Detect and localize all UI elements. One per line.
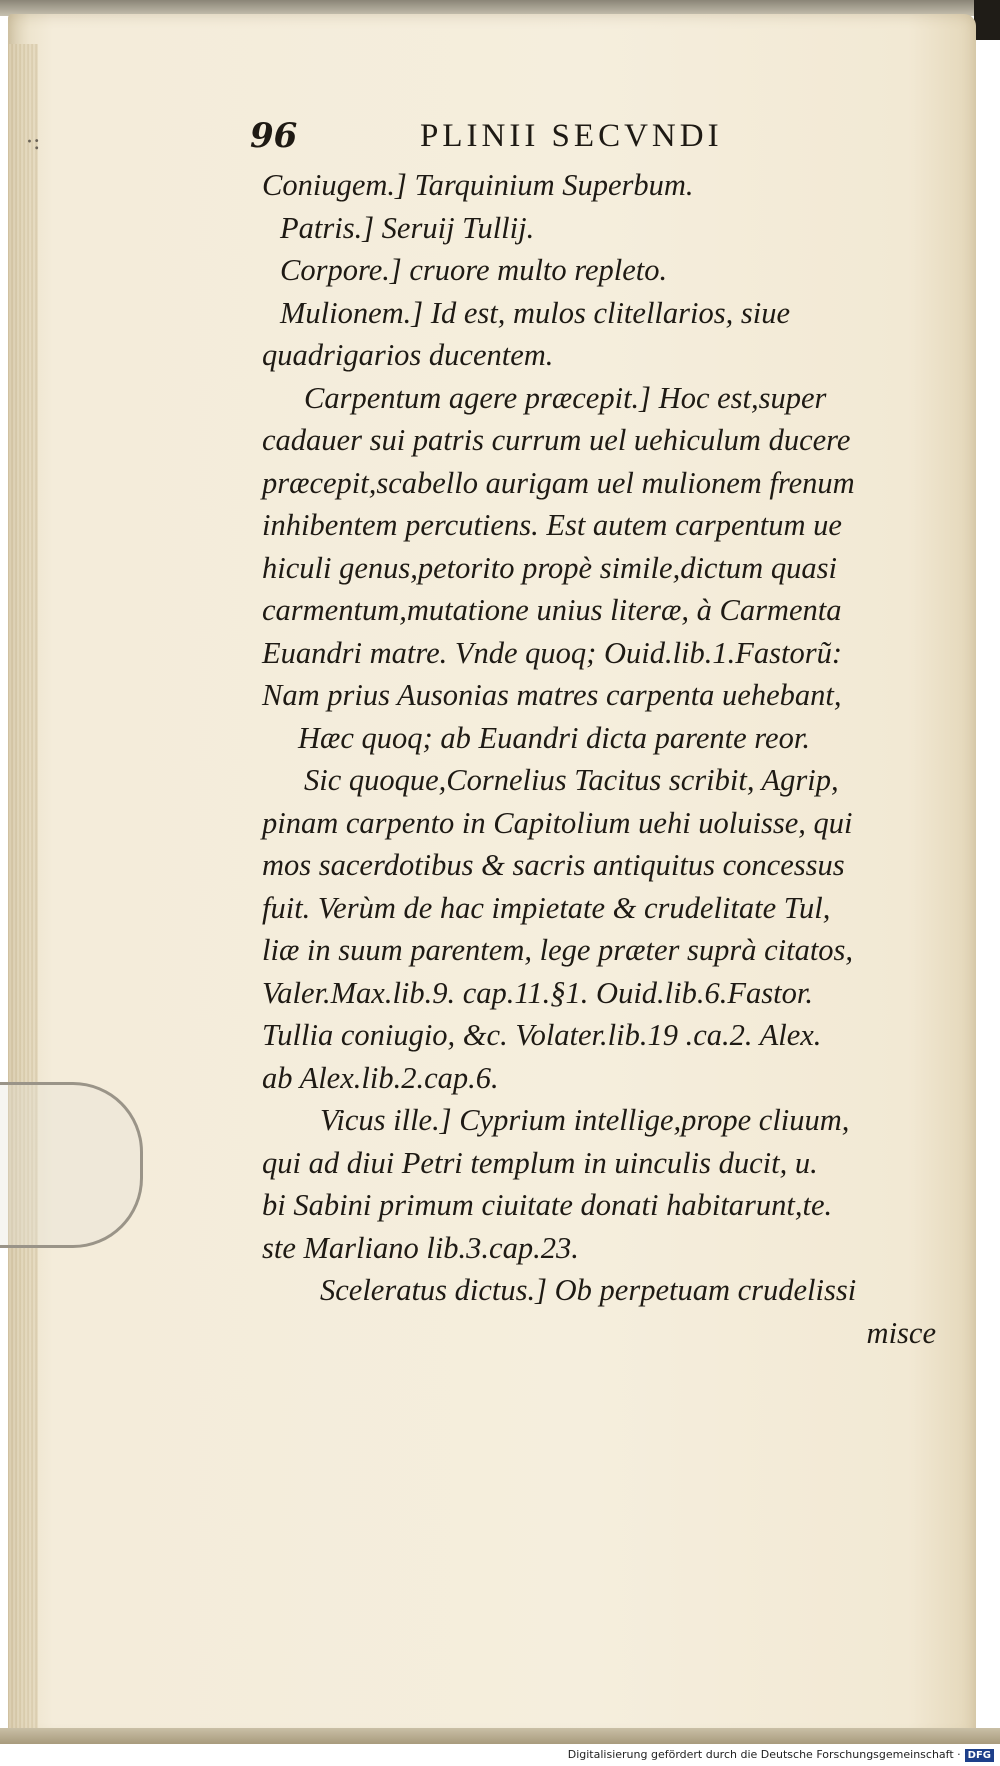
text-line: Tullia coniugio, &c. Volater.lib.19 .ca.2. Alex.: [262, 1018, 822, 1052]
digitization-credit: [568, 1748, 994, 1762]
text-line: pinam carpento in Capitolium uehi uoluisse, qui: [262, 805, 853, 840]
text-line: cadauer sui patris currum uel uehiculum ducere: [262, 423, 851, 457]
text-line: mos sacerdotibus & sacris antiquitus concessus: [262, 848, 845, 882]
text-line: Corpore.] cruore multo repleto.: [280, 253, 668, 287]
text-line: Patris.] Seruij Tullij.: [280, 210, 535, 245]
catchword: misce: [866, 1315, 936, 1350]
text-line: Hæc quoq; ab Euandri dicta parente reor.: [298, 720, 810, 755]
text-line: Coniugem.] Tarquinium Superbum.: [262, 168, 694, 202]
text-line: Nam prius Ausonias matres carpenta uehebant,: [262, 678, 842, 712]
page-stack-edges: [8, 44, 41, 1734]
text-line: inhibentem percutiens. Est autem carpentum ue: [262, 508, 842, 542]
text-line: Vicus ille.] Cyprium intellige,prope cliuum,: [320, 1103, 850, 1137]
text-line: Sceleratus dictus.] Ob perpetuam crudelissi: [320, 1273, 857, 1307]
page-number: 96: [250, 116, 298, 156]
text-line: fuit. Verùm de hac impietate & crudelitate Tul,: [262, 890, 831, 925]
text-line: præcepit,scabello aurigam uel mulionem frenum: [262, 465, 855, 500]
text-line: Euandri matre. Vnde quoq; Ouid.lib.1.Fastorũ:: [262, 635, 843, 670]
margin-mark: ·:: [26, 130, 41, 155]
text-line: quadrigarios ducentem.: [262, 338, 554, 372]
text-line: carmentum,mutatione unius literæ, à Carmenta: [262, 593, 842, 627]
text-line: ste Marliano lib.3.cap.23.: [262, 1230, 579, 1265]
text-line: bi Sabini primum ciuitate donati habitarunt,te.: [262, 1188, 833, 1222]
text-line: liæ in suum parentem, lege præter suprà citatos,: [262, 933, 854, 967]
body-text: [262, 164, 938, 1354]
text-line: ab Alex.lib.2.cap.6.: [262, 1060, 499, 1095]
text-line: Sic quoque,Cornelius Tacitus scribit, Agrip,: [304, 763, 839, 797]
scan-corner-shadow: [974, 0, 1000, 40]
credit-text: Digitalisierung gefördert durch die Deutsche Forschungsgemeinschaft ·: [567, 1748, 961, 1761]
text-line: Mulionem.] Id est, mulos clitellarios, siue: [280, 295, 790, 330]
text-line: Valer.Max.lib.9. cap.11.§1. Ouid.lib.6.Fastor.: [262, 975, 813, 1010]
text-line: qui ad diui Petri templum in uinculis ducit, u.: [262, 1145, 818, 1180]
text-line: hiculi genus,petorito propè simile,dictum quasi: [262, 550, 837, 585]
scan-bottom-edge: [0, 1728, 1000, 1744]
page-clip-holder: [0, 1082, 143, 1248]
page-header: [250, 116, 850, 166]
text-line: Carpentum agere præcepit.] Hoc est,super: [304, 380, 827, 415]
dfg-logo: DFG: [965, 1749, 994, 1762]
running-title: PLINII SECVNDI: [420, 118, 723, 154]
